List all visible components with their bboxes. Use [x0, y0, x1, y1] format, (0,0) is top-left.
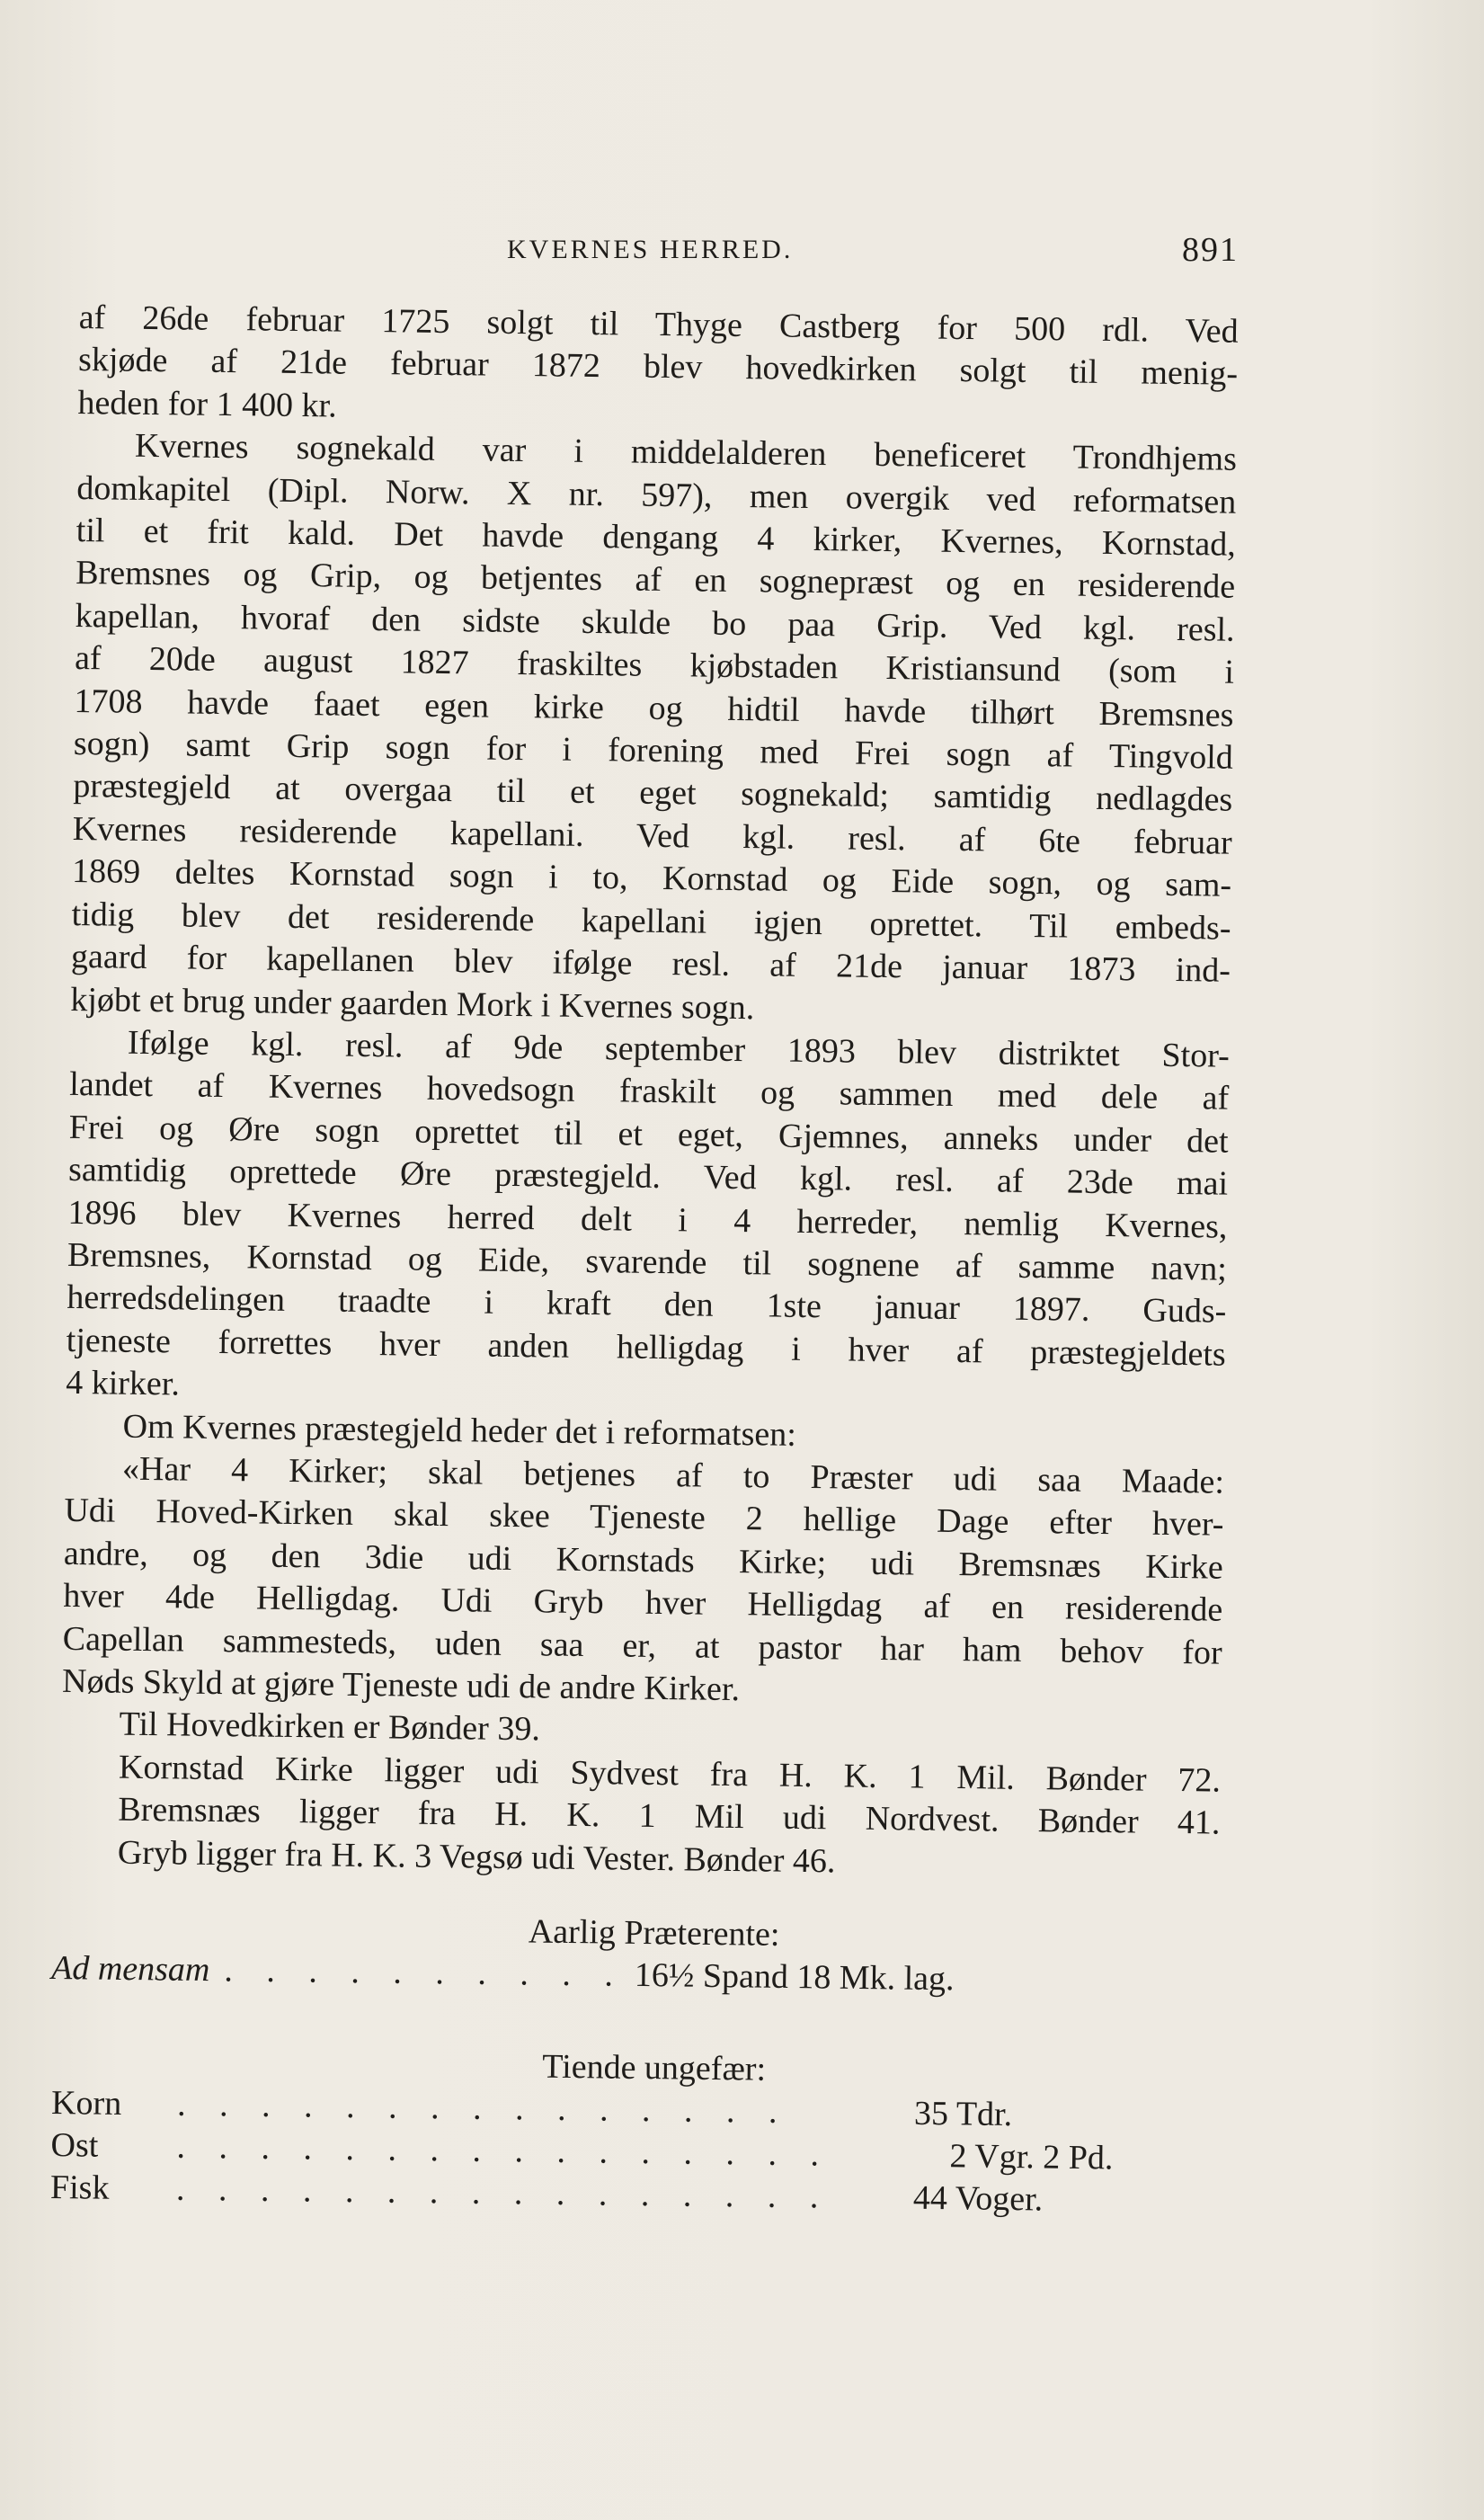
text-line: 4 kirker.: [65, 1364, 181, 1403]
row-value: 44 Voger.: [912, 2178, 1044, 2219]
text-line: Kvernes sognekald var i middelalderen beneficeret Trondhjems: [134, 426, 1238, 478]
text-line: hver 4de Helligdag. Udi Gryb hver Helligdag af en residerende: [63, 1577, 1223, 1629]
text-line: gaard for kapellanen blev ifølge resl. af 21de januar 1873 ind-: [70, 938, 1231, 990]
text-line: Bremsnes, Kornstad og Eide, svarende til sognene af samme navn;: [67, 1235, 1228, 1288]
text-line: tidig blev det residerende kapellani igjen oprettet. Til embeds-: [71, 895, 1231, 948]
text-line: kjøbt et brug under gaarden Mork i Kvernes sogn.: [70, 980, 755, 1027]
praeterente-section: [51, 1904, 1221, 2004]
text-line: 1708 havde faaet egen kirke og hidtil havde tilhørt Bremsnes: [74, 681, 1234, 735]
text-line: Gryb ligger fra H. K. 3 Vegsø udi Vester. Bønder 46.: [117, 1833, 836, 1881]
text-line: samtidig oprettede Øre præstegjeld. Ved kgl. resl. af 23de mai: [67, 1151, 1229, 1203]
text-line: Til Hovedkirken er Bønder 39.: [119, 1705, 541, 1749]
text-line: til et frit kald. Det havde dengang 4 kirker, Kvernes, Kornstad,: [76, 512, 1236, 564]
row-value: 2 Vgr. 2 Pd.: [949, 2137, 1114, 2177]
text-line: 1869 deltes Kornstad sogn i to, Kornstad og Eide sogn, og sam-: [71, 852, 1232, 904]
row-value: 35 Tdr.: [913, 2094, 1013, 2134]
text-line: Bremsnes og Grip, og betjentes af en sognepræst og en residerende: [75, 554, 1236, 607]
text-line: kapellan, hvoraf den sidste skulde bo paa Grip. Ved kgl. resl.: [75, 596, 1235, 649]
text-line: Kvernes residerende kapellani. Ved kgl. resl. af 6te februar: [72, 809, 1232, 862]
text-line: Udi Hoved-Kirken skal skee Tjeneste 2 hellige Dage efter hver-: [64, 1492, 1224, 1545]
text-line: Nøds Skyld at gjøre Tjeneste udi de andre Kirker.: [61, 1661, 741, 1709]
row-label: Korn: [50, 2083, 122, 2123]
text-line: Kornstad Kirke ligger udi Sydvest fra H. K. 1 Mil. Bønder 72.: [118, 1748, 1222, 1800]
text-line: skjøde af 21de februar 1872 blev hovedkirken solgt til menig-: [77, 341, 1239, 394]
text-line: domkapitel (Dipl. Norw. X nr. 597), men overgik ved reformatsen: [76, 468, 1237, 521]
text-line: Frei og Øre sogn oprettet til et eget, Gjemnes, anneks under det: [68, 1108, 1229, 1161]
page-header: [79, 232, 1239, 268]
text-line: andre, og den 3die udi Kornstads Kirke; udi Bremsnæs Kirke: [63, 1534, 1224, 1587]
row-label: Ad mensam: [50, 1948, 210, 1990]
text-line: af 20de august 1827 fraskiltes kjøbstaden Kristiansund (som i: [74, 639, 1235, 691]
row-value: 16½ Spand 18 Mk. lag.: [634, 1955, 955, 1999]
text-line: præstegjeld at overgaa til et eget sognekald; samtidig nedlagdes: [73, 767, 1233, 820]
text-line: herredsdelingen traadte i kraft den 1ste januar 1897. Guds-: [67, 1278, 1227, 1331]
text-line: Om Kvernes præstegjeld heder det i reformatsen:: [122, 1407, 797, 1454]
text-line: tjeneste forrettes hver anden helligdag i hver af præstegjeldets: [66, 1321, 1226, 1374]
text-line: 1896 blev Kvernes herred delt i 4 herreder, nemlig Kvernes,: [67, 1193, 1228, 1246]
text-line: landet af Kvernes hovedsogn fraskilt og sammen med dele af: [69, 1065, 1230, 1118]
praeterente-title: Aarlig Præterente:: [528, 1912, 780, 1954]
tiende-title: Tiende ungefær:: [542, 2047, 767, 2088]
row-label: Ost: [50, 2125, 99, 2165]
text-line: heden for 1 400 kr.: [77, 383, 337, 425]
page-number: 891: [1182, 231, 1239, 269]
text-line: Capellan sammesteds, uden saa er, at pastor har ham behov for: [62, 1619, 1222, 1672]
running-head: KVERNES HERRED.: [507, 235, 794, 264]
row-leader-dots: . . . . . . . . . . . . . . .: [176, 2085, 790, 2132]
row-leader-dots: . . . . . . . . . . . . . . . .: [176, 2127, 832, 2174]
tiende-section: [50, 2039, 1221, 2223]
text-line: af 26de februar 1725 solgt til Thyge Castberg for 500 rdl. Ved: [78, 298, 1239, 351]
text-line: «Har 4 Kirker; skal betjenes af to Præster udi saa Maade:: [121, 1449, 1225, 1501]
row-leader-dots: . . . . . . . . . . . . . . . .: [175, 2169, 831, 2216]
body-text: [60, 297, 1239, 1888]
row-label: Fisk: [49, 2168, 110, 2207]
text-line: Bremsnæs ligger fra H. K. 1 Mil udi Nordvest. Bønder 41.: [118, 1790, 1221, 1842]
text-line: sogn) samt Grip sogn for i forening med Frei sogn af Tingvold: [73, 725, 1234, 777]
text-line: Ifølge kgl. resl. af 9de september 1893 blev distriktet Stor-: [127, 1023, 1231, 1075]
row-leader-dots: . . . . . . . . . .: [224, 1951, 626, 1994]
